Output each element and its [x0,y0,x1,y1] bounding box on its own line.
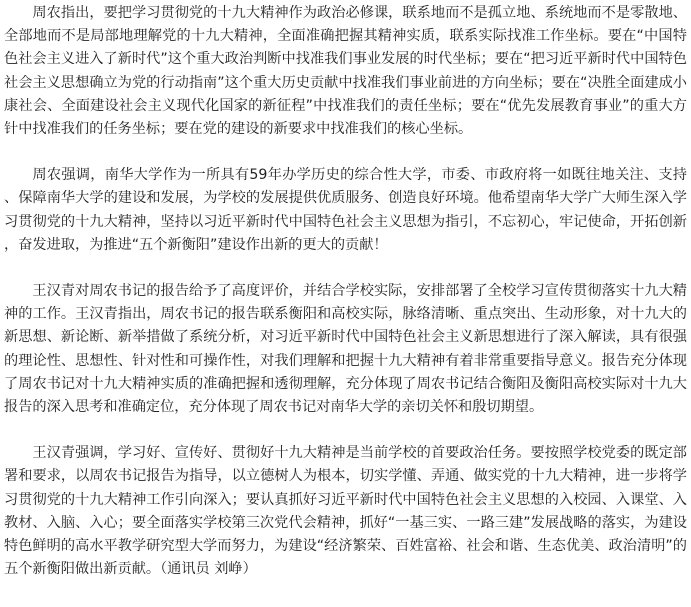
paragraph-evaluation: 王汉青对周农书记的报告给予了高度评价，并结合学校实际，安排部署了全校学习宣传贯彻落实十九大精神的工作。王汉青指出，周农书记的报告联系衡阳和高校实际，脉络清晰、重点突出、生动形象，对十九大的新思想、新论断、新举措做了系统分析，对习近平新时代中国特色社会主义新思想进行了深入解读，具有很强的理论性、思想性、针对性和可操作性，对我们理解和把握十九大精神有着非常重要指导意义。报告充分体现了周农书记对十九大精神实质的准确把握和透彻理解，充分体现了周农书记结合衡阳及衡阳高校实际对十九大报告的深入思考和准确定位，充分体现了周农书记对南华大学的亲切关怀和殷切期望。 [4,283,687,416]
paragraph-key-coordinates: 周农指出，要把学习贯彻党的十九大精神作为政治必修课，联系地而不是孤立地、系统地而不是零散地、全部地而不是局部地理解党的十九大精神，全面准确把握其精神实质，联系实际找准工作坐标。要在“中国特色社会主义进入了新时代”这个重大政治判断中找准我们事业发展的时代坐标；要在“把习近平新时代中国特色社会主义思想确立为党的行动指南”这个重大历史贡献中找准我们事业前进的方向坐标；要在“决胜全面建成小康社会、全面建设社会主义现代化国家的新征程”中找准我们的责任坐标；要在“优先发展教育事业”的重大方针中找准我们的任务坐标；要在党的建设的新要求中找准我们的核心坐标。 [4,5,687,138]
paragraph-tasks: 王汉青强调，学习好、宣传好、贯彻好十九大精神是当前学校的首要政治任务。要按照学校党委的既定部署和要求，以周农书记报告为指导，以立德树人为根本，切实学懂、弄通、做实党的十九大精神，进一步将学习贯彻党的十九大精神工作引向深入；要认真抓好习近平新时代中国特色社会主义思想的入校园、入课堂、入教材、入脑、入心；要全面落实学校第三次党代会精神，抓好“一基三实、一路三建”发展战略的落实，为建设特色鲜明的高水平教学研究型大学而努力，为建设“经济繁荣、百姓富裕、社会和谐、生态优美、政治清明”的五个新衡阳做出新贡献。（通讯员 刘峥） [4,445,687,578]
paragraph-city-support: 周农强调，南华大学作为一所具有59年办学历史的综合性大学，市委、市政府将一如既往地关注、支持、保障南华大学的建设和发展，为学校的发展提供优质服务、创造良好环境。他希望南华大学广大师生深入学习贯彻党的十九大精神，坚持以习近平新时代中国特色社会主义思想为指引，不忘初心，牢记使命，开拓创新，奋发进取，为推进“五个新衡阳”建设作出新的更大的贡献！ [4,167,687,253]
